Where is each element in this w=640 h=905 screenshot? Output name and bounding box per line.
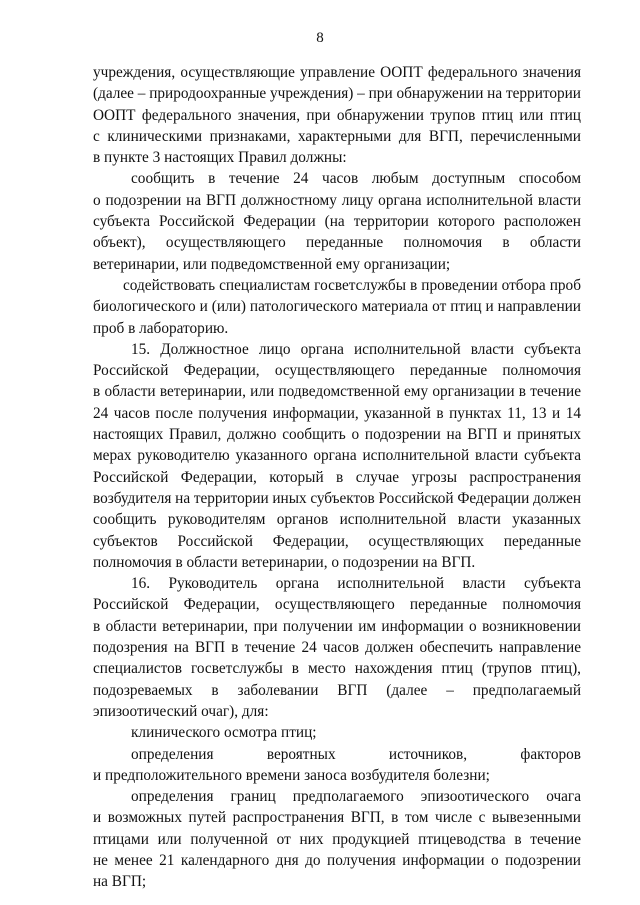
- text-line: возбудителя на территории иных субъектов Российской Федерации должен: [93, 489, 581, 507]
- paragraph-determine-sources: [93, 744, 581, 787]
- paragraph-assist-sampling: [93, 275, 581, 339]
- text-line: подозреваемых в заболевании ВГП (далее – предполагаемый: [93, 681, 581, 699]
- text-line: определения вероятных источников, факторов: [131, 745, 581, 763]
- text-line: учреждения, осуществляющие управление ООПТ федерального значения: [93, 64, 581, 81]
- text-line: сообщить руководителям органов исполнительной власти указанных: [93, 511, 581, 529]
- text-line: проб в лабораторию.: [93, 319, 229, 337]
- paragraph-item-16: [93, 573, 581, 722]
- text-line: (далее – природоохранные учреждения) – при обнаружении на территории: [93, 85, 581, 103]
- text-line: 15. Должностное лицо органа исполнительной власти субъекта: [131, 340, 581, 358]
- text-line: не менее 21 календарного дня до получения информации о подозрении: [93, 851, 581, 869]
- document-body: [93, 62, 581, 893]
- text-line: Российской Федерации, который в случае угрозы распространения: [93, 468, 581, 486]
- text-line: и предположительного времени заноса возбудителя болезни;: [93, 766, 490, 784]
- text-line: сообщить в течение 24 часов любым доступным способом: [131, 170, 581, 188]
- page-number: 8: [316, 30, 324, 46]
- text-line: на ВГП;: [93, 873, 147, 891]
- text-line: клинического осмотра птиц;: [131, 724, 317, 742]
- text-line: специалистов госветслужбы в место нахождения птиц (трупов птиц),: [93, 660, 581, 678]
- text-line: объект), осуществляющего переданные полномочия в области: [93, 234, 581, 252]
- text-line: мерах руководителю указанного органа исполнительной власти субъекта: [93, 447, 581, 465]
- text-line: ООПТ федерального значения, при обнаружении трупов птиц или птиц: [93, 106, 581, 124]
- text-line: в области ветеринарии, или подведомственной ему организации в течение: [93, 383, 581, 401]
- text-line: полномочия в области ветеринарии, о подозрении на ВГП.: [93, 553, 476, 571]
- paragraph-determine-boundaries: [93, 786, 581, 892]
- text-line: эпизоотический очаг), для:: [93, 702, 269, 720]
- paragraph-item-15: [93, 339, 581, 573]
- text-line: о подозрении на ВГП должностному лицу органа исполнительной власти: [93, 191, 581, 209]
- text-line: 24 часов после получения информации, указанной в пунктах 11, 13 и 14: [93, 404, 581, 422]
- text-line: биологического и (или) патологического материала от птиц и направлении: [93, 298, 581, 316]
- text-line: настоящих Правил, должно сообщить о подозрении на ВГП и принятых: [93, 426, 581, 444]
- text-line: подозрения на ВГП в течение 24 часов должен обеспечить направление: [93, 639, 581, 657]
- text-line: Российской Федерации, осуществляющего переданные полномочия: [93, 362, 581, 380]
- paragraph-continuation: [93, 62, 581, 168]
- text-line: содействовать специалистам госветслужбы в проведении отбора проб: [123, 276, 581, 294]
- text-line: с клиническими признаками, характерными для ВГП, перечисленными: [93, 127, 581, 145]
- text-line: ветеринарии, или подведомственной ему организации;: [93, 255, 451, 273]
- paragraph-clinical-exam: [93, 722, 581, 743]
- text-line: в пункте 3 настоящих Правил должны:: [93, 149, 347, 167]
- paragraph-report-suspicion: [93, 168, 581, 274]
- text-line: субъектов Российской Федерации, осуществляющих переданные: [93, 532, 581, 550]
- text-line: в области ветеринарии, при получении им информации о возникновении: [93, 617, 581, 635]
- text-line: птицами или полученной от них продукцией птицеводства в течение: [93, 830, 581, 848]
- text-line: и возможных путей распространения ВГП, в том числе с вывезенными: [93, 809, 581, 827]
- text-line: определения границ предполагаемого эпизоотического очага: [131, 788, 581, 806]
- text-line: субъекта Российской Федерации (на территории которого расположен: [93, 213, 581, 231]
- text-line: 16. Руководитель органа исполнительной власти субъекта: [131, 575, 581, 593]
- text-line: Российской Федерации, осуществляющего переданные полномочия: [93, 596, 581, 614]
